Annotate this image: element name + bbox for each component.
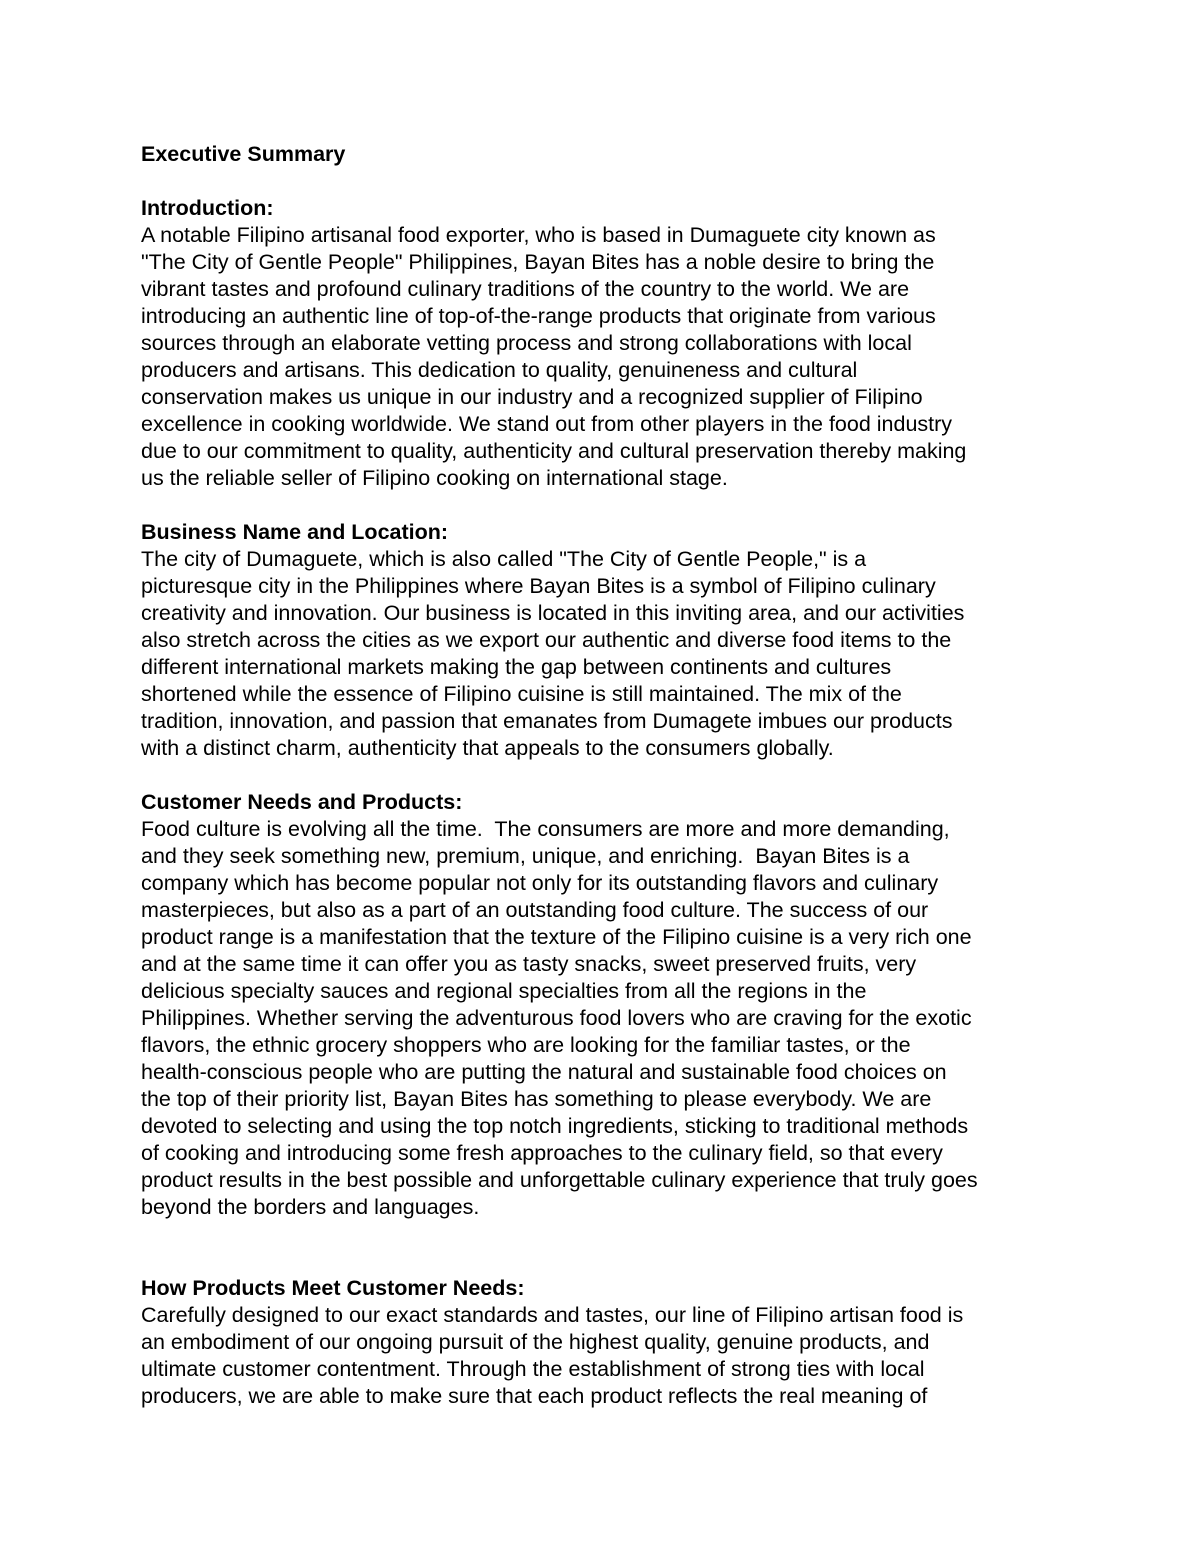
paragraph-line: shortened while the essence of Filipino cuisine is still maintained. The mix of the [141,682,902,706]
section-paragraph [141,546,1066,762]
paragraph-line: flavors, the ethnic grocery shoppers who are looking for the familiar tastes, or the [141,1033,911,1057]
paragraph-line: with a distinct charm, authenticity that appeals to the consumers globally. [141,736,834,760]
section-paragraph [141,1302,1066,1410]
section-paragraph [141,222,1066,492]
paragraph-line: vibrant tastes and profound culinary traditions of the country to the world. We are [141,277,910,301]
paragraph-line: the top of their priority list, Bayan Bites has something to please everybody. We are [141,1087,932,1111]
document-title: Executive Summary [141,142,346,166]
paragraph-line: delicious specialty sauces and regional specialties from all the regions in the [141,979,867,1003]
paragraph-line: also stretch across the cities as we export our authentic and diverse food items to the [141,628,952,652]
paragraph-line: masterpieces, but also as a part of an outstanding food culture. The success of our [141,898,929,922]
paragraph-line: beyond the borders and languages. [141,1195,480,1219]
paragraph-line: excellence in cooking worldwide. We stand out from other players in the food industry [141,412,953,436]
paragraph-line: Philippines. Whether serving the adventurous food lovers who are craving for the exotic [141,1006,972,1030]
section-paragraph [141,816,1066,1221]
paragraph-line: different international markets making the gap between continents and cultures [141,655,892,679]
section-heading: Business Name and Location: [141,520,449,544]
section-heading: How Products Meet Customer Needs: [141,1276,525,1300]
paragraph-line: tradition, innovation, and passion that emanates from Dumagete imbues our products [141,709,953,733]
paragraph-line: "The City of Gentle People" Philippines, Bayan Bites has a noble desire to bring the [141,250,935,274]
section-customer-needs-products [141,789,1066,1221]
paragraph-line: and they seek something new, premium, unique, and enriching. Bayan Bites is a [141,844,910,868]
section-how-products-meet-needs [141,1275,1066,1410]
paragraph-line: picturesque city in the Philippines where Bayan Bites is a symbol of Filipino culinary [141,574,936,598]
document-page [141,141,1066,1437]
paragraph-line: producers, we are able to make sure that each product reflects the real meaning of [141,1384,928,1408]
paragraph-line: company which has become popular not only for its outstanding flavors and culinary [141,871,939,895]
paragraph-line: creativity and innovation. Our business is located in this inviting area, and our activities [141,601,965,625]
paragraph-line: The city of Dumaguete, which is also called "The City of Gentle People," is a [141,547,867,571]
paragraph-line: us the reliable seller of Filipino cooking on international stage. [141,466,728,490]
paragraph-line: of cooking and introducing some fresh approaches to the culinary field, so that every [141,1141,943,1165]
paragraph-line: and at the same time it can offer you as tasty snacks, sweet preserved fruits, very [141,952,917,976]
paragraph-line: ultimate customer contentment. Through the establishment of strong ties with local [141,1357,925,1381]
section-introduction [141,195,1066,492]
paragraph-line: Carefully designed to our exact standards and tastes, our line of Filipino artisan food is [141,1303,964,1327]
paragraph-line: health-conscious people who are putting the natural and sustainable food choices on [141,1060,947,1084]
paragraph-line: conservation makes us unique in our industry and a recognized supplier of Filipino [141,385,923,409]
paragraph-line: Food culture is evolving all the time. The consumers are more and more demanding, [141,817,950,841]
section-heading: Customer Needs and Products: [141,790,463,814]
paragraph-line: sources through an elaborate vetting process and strong collaborations with local [141,331,912,355]
paragraph-line: introducing an authentic line of top-of-the-range products that originate from various [141,304,936,328]
section-heading: Introduction: [141,196,274,220]
paragraph-line: product results in the best possible and unforgettable culinary experience that truly goes [141,1168,978,1192]
paragraph-line: A notable Filipino artisanal food exporter, who is based in Dumaguete city known as [141,223,936,247]
paragraph-line: devoted to selecting and using the top notch ingredients, sticking to traditional methods [141,1114,969,1138]
paragraph-line: producers and artisans. This dedication to quality, genuineness and cultural [141,358,858,382]
paragraph-line: due to our commitment to quality, authenticity and cultural preservation thereby making [141,439,967,463]
paragraph-line: an embodiment of our ongoing pursuit of the highest quality, genuine products, and [141,1330,930,1354]
section-business-name-location [141,519,1066,762]
paragraph-line: product range is a manifestation that the texture of the Filipino cuisine is a very rich one [141,925,972,949]
